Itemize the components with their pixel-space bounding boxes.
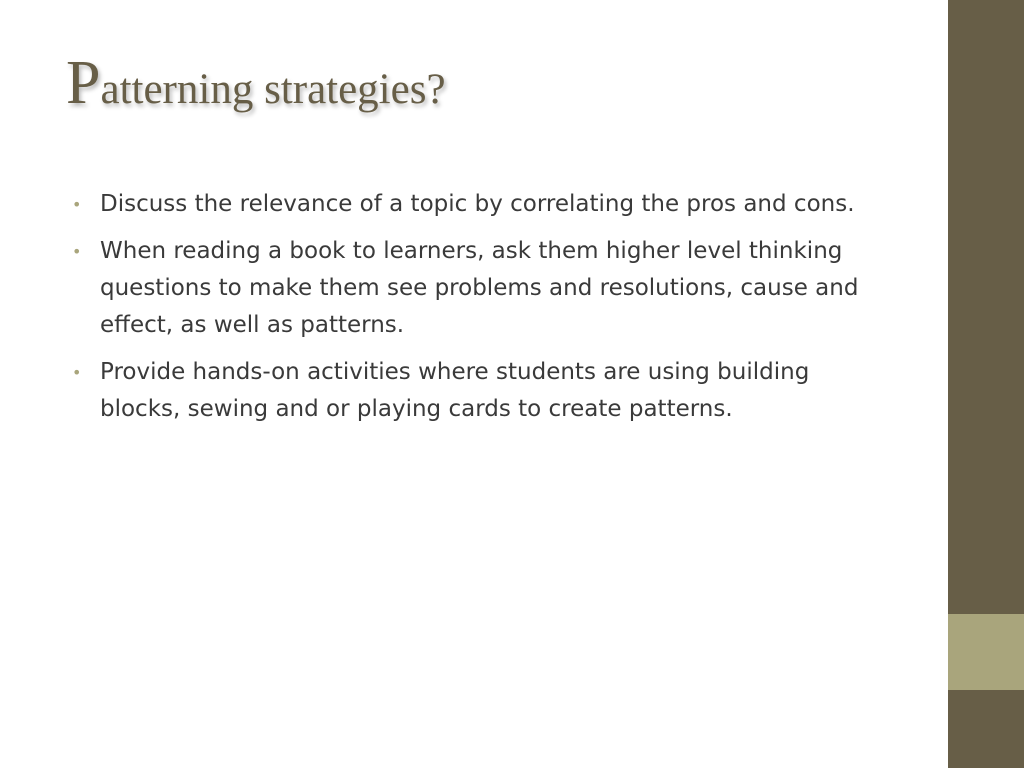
bullet-text: When reading a book to learners, ask them higher level thinking questions to make them see problems and resolutions, cause and effect, as well as patterns. [100,238,859,338]
slide-title [66,49,446,117]
bullet-dot-icon: • [72,242,82,261]
list-item [72,186,892,223]
list-item [72,233,892,344]
bullet-dot-icon: • [72,195,82,214]
side-bar-accent-block [948,614,1024,690]
bullet-list [72,186,892,438]
bullet-text: Discuss the relevance of a topic by correlating the pros and cons. [100,191,855,217]
bullet-dot-icon: • [72,363,82,382]
title-rest: atterning strategies? [100,66,446,113]
bullet-text: Provide hands-on activities where students are using building blocks, sewing and or playing cards to create patterns. [100,359,810,422]
list-item [72,354,892,428]
title-first-letter: P [66,49,101,117]
